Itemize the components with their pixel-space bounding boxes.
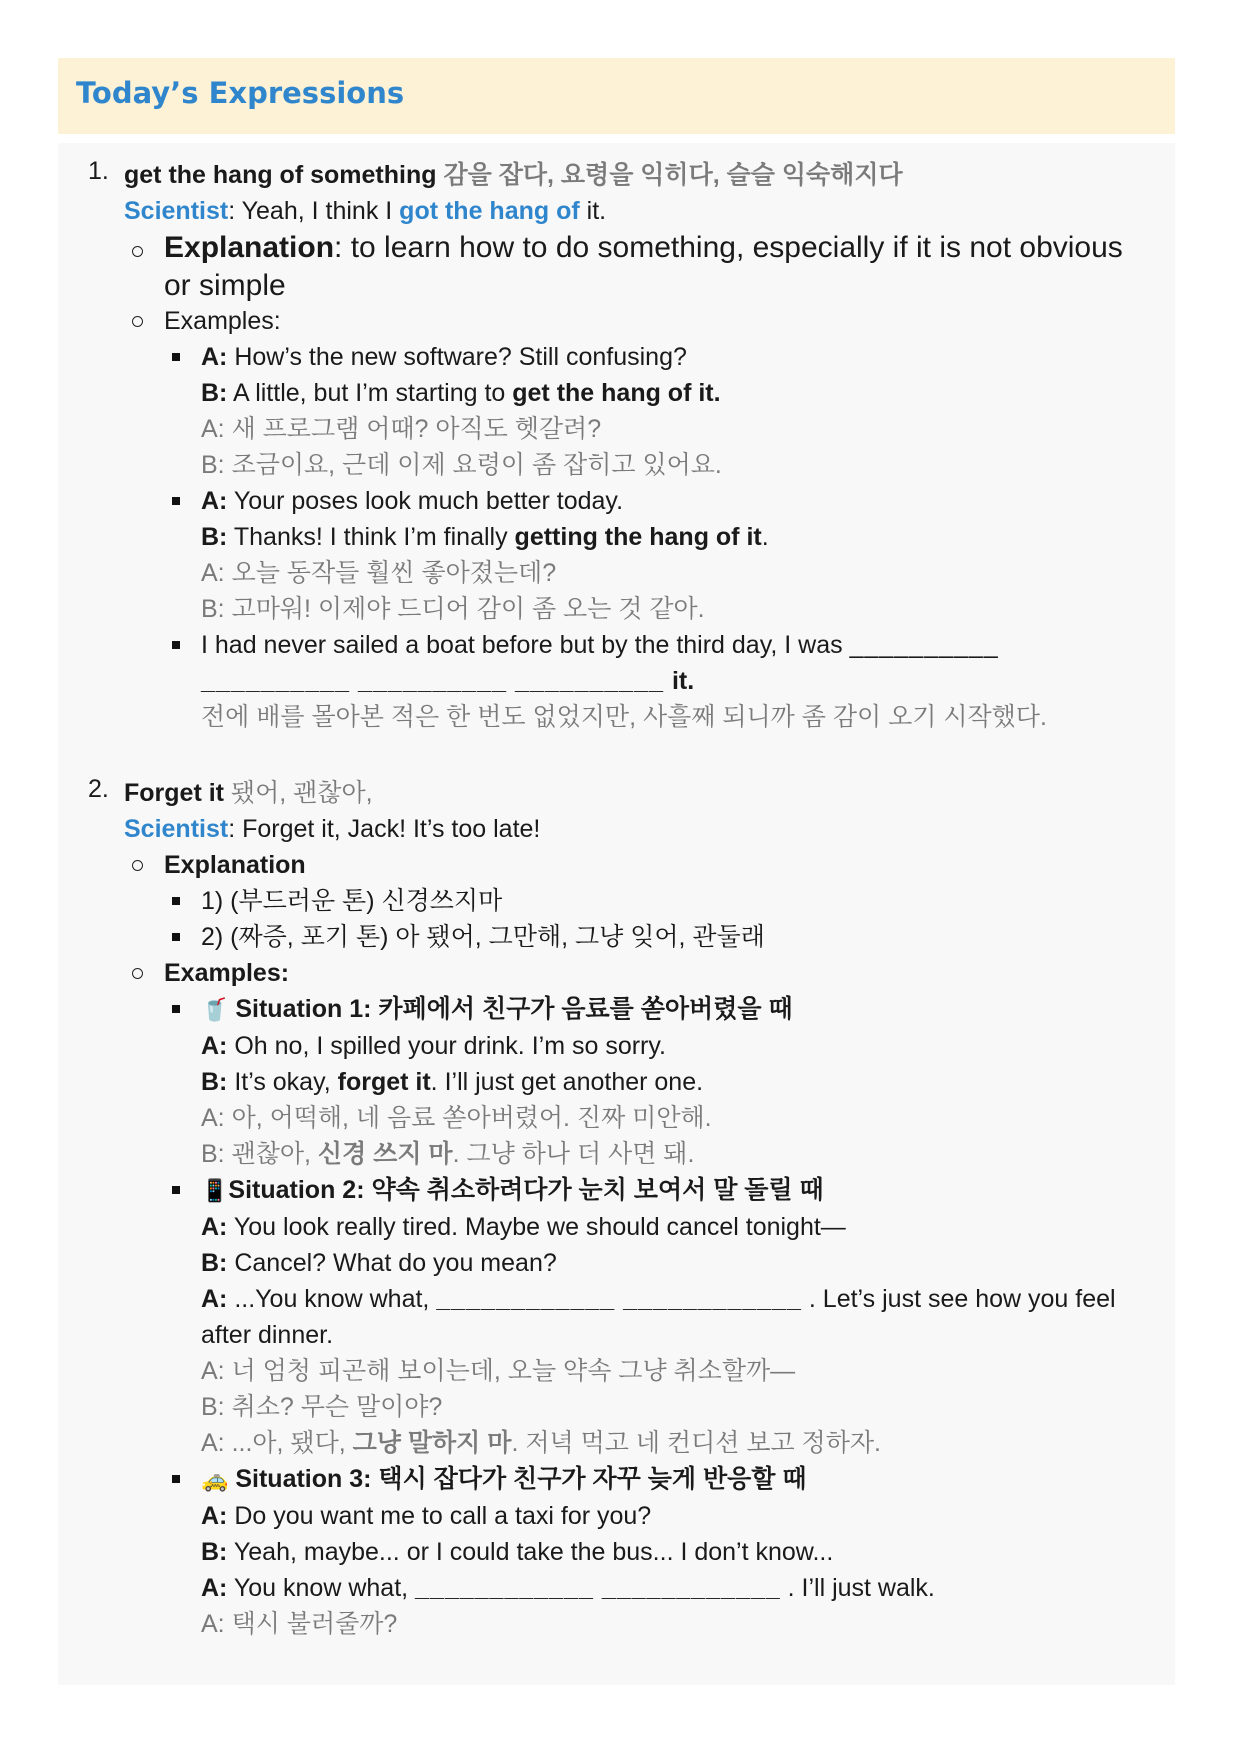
line-text-end: . I’ll just get another one. bbox=[430, 1068, 704, 1096]
example-3-fill-blank bbox=[164, 627, 1153, 735]
line-text-end: . bbox=[761, 523, 769, 551]
ko-emphasis: 신경 쓰지 마 bbox=[317, 1140, 453, 1168]
speaker-a: A: bbox=[201, 343, 228, 371]
korean-line-b: B: 취소? 무슨 말이야? bbox=[201, 1393, 443, 1421]
blank: __________ __________ __________ bbox=[201, 667, 672, 695]
quote-highlight: got the hang of bbox=[399, 197, 580, 225]
circle-bullet-icon bbox=[132, 860, 143, 871]
line-text: Your poses look much better today. bbox=[227, 487, 624, 515]
korean-line-a: A: 오늘 동작들 훨씬 좋아졌는데? bbox=[201, 559, 557, 587]
situation-3 bbox=[164, 1461, 1153, 1642]
circle-bullet-icon bbox=[132, 316, 143, 327]
speaker-b: B: bbox=[201, 1538, 228, 1566]
speaker-a: A: bbox=[201, 1574, 228, 1602]
speaker-b: B: bbox=[201, 1068, 228, 1096]
explanation-point bbox=[164, 883, 1153, 919]
dialogue-line-b bbox=[201, 519, 1153, 555]
situation-1 bbox=[164, 991, 1153, 1172]
speaker-a: A: bbox=[201, 1502, 228, 1530]
expression-item-2 bbox=[88, 775, 1153, 1642]
line-text: A little, but I’m starting to bbox=[227, 379, 513, 407]
line-emphasis: forget it bbox=[337, 1068, 431, 1096]
square-bullet-icon bbox=[172, 1186, 180, 1194]
line-text: ...You know what, bbox=[227, 1285, 437, 1313]
mobile-phone-icon: 📱 bbox=[201, 1178, 229, 1203]
dialogue-line-a bbox=[201, 483, 1153, 519]
explanation-label: Explanation bbox=[164, 851, 306, 879]
fill-blank-sentence bbox=[201, 627, 1153, 699]
dialogue-line-a2 bbox=[201, 1570, 1153, 1606]
expression-heading bbox=[124, 775, 1153, 811]
speaker-b: B: bbox=[201, 379, 228, 407]
explanation-label: Explanation bbox=[164, 231, 335, 264]
line-text: Do you want me to call a taxi for you? bbox=[227, 1502, 652, 1530]
item-number: 1. bbox=[88, 157, 109, 185]
drink-cup-icon: 🥤 bbox=[201, 997, 229, 1022]
korean-line-b: B: 조금이요, 근데 이제 요령이 좀 잡히고 있어요. bbox=[201, 451, 722, 479]
ko-text-end: . 저녁 먹고 네 컨디션 보고 정하자. bbox=[511, 1429, 881, 1457]
circle-bullet-icon bbox=[132, 246, 143, 257]
expression-phrase: Forget it bbox=[124, 779, 224, 807]
korean-translation: 전에 배를 몰아본 적은 한 번도 없었지만, 사흘째 되니까 좀 감이 오기 시작했다. bbox=[201, 703, 1047, 731]
title-text: Situation 2: 약속 취소하려다가 눈치 보여서 말 돌릴 때 bbox=[228, 1176, 824, 1204]
korean-line-a: A: 새 프로그램 어때? 아직도 헷갈려? bbox=[201, 415, 602, 443]
speaker-a: A: bbox=[201, 1213, 228, 1241]
examples-block bbox=[124, 955, 1153, 1642]
explanation-point bbox=[164, 919, 1153, 955]
speaker-a: A: bbox=[201, 1285, 228, 1313]
expression-korean: 됐어, 괜찮아, bbox=[224, 779, 373, 807]
situation-title bbox=[201, 1461, 1153, 1498]
quote-text: : Forget it, Jack! It’s too late! bbox=[228, 815, 541, 843]
korean-line-b bbox=[201, 1136, 1153, 1172]
speaker-label: Scientist bbox=[124, 815, 229, 843]
dialogue-line-b bbox=[201, 375, 1153, 411]
situation-title bbox=[201, 1172, 1153, 1209]
dialogue-line-a bbox=[201, 1498, 1153, 1534]
speaker-label: Scientist bbox=[124, 197, 229, 225]
blank: ____________ ____________ bbox=[415, 1574, 781, 1602]
ko-emphasis: 그냥 말하지 마 bbox=[352, 1429, 512, 1457]
circle-bullet-icon bbox=[132, 968, 143, 979]
taxi-icon: 🚕 bbox=[201, 1467, 229, 1492]
point-text: 2) (짜증, 포기 톤) 아 됐어, 그만해, 그냥 잊어, 관둘래 bbox=[201, 923, 765, 951]
line-text: Oh no, I spilled your drink. I’m so sorry. bbox=[227, 1032, 666, 1060]
korean-line-a: A: 택시 불러줄까? bbox=[201, 1610, 398, 1638]
line-text: You know what, bbox=[227, 1574, 416, 1602]
dialogue-line-a2 bbox=[201, 1281, 1153, 1353]
explanation-block bbox=[124, 847, 1153, 955]
korean-line-a: A: 너 엄청 피곤해 보이는데, 오늘 약속 그냥 취소할까— bbox=[201, 1357, 796, 1385]
square-bullet-icon bbox=[172, 897, 180, 905]
line-text: You look really tired. Maybe we should cancel tonight— bbox=[227, 1213, 846, 1241]
ko-text: A: ...아, 됐다, bbox=[201, 1429, 353, 1457]
situation-2 bbox=[164, 1172, 1153, 1461]
examples-label: Examples: bbox=[164, 307, 281, 335]
sentence-end: it. bbox=[671, 667, 695, 695]
line-text: Yeah, maybe... or I could take the bus... I don’t know... bbox=[227, 1538, 834, 1566]
dialogue-line-a bbox=[201, 1028, 1153, 1064]
speaker-b: B: bbox=[201, 1249, 228, 1277]
example-2 bbox=[164, 483, 1153, 627]
sentence-text: I had never sailed a boat before but by the third day, I was bbox=[201, 631, 850, 659]
korean-line-a2 bbox=[201, 1425, 1153, 1461]
square-bullet-icon bbox=[172, 1475, 180, 1483]
ko-text: B: 괜찮아, bbox=[201, 1140, 318, 1168]
examples-label: Examples: bbox=[164, 959, 290, 987]
explanation-body: : to learn how to do something, especially if it is not obvious or simple bbox=[164, 231, 1123, 302]
expression-item-1 bbox=[88, 157, 1153, 735]
expressions-body bbox=[58, 143, 1175, 1685]
dialogue-line-b bbox=[201, 1245, 1153, 1281]
square-bullet-icon bbox=[172, 353, 180, 361]
quote-text-end: it. bbox=[579, 197, 607, 225]
examples-block bbox=[124, 303, 1153, 735]
line-text-end: . I’ll just walk. bbox=[780, 1574, 935, 1602]
expression-phrase: get the hang of something bbox=[124, 161, 437, 189]
dialogue-line-a bbox=[201, 339, 1153, 375]
line-emphasis: getting the hang of it bbox=[514, 523, 762, 551]
line-text: Thanks! I think I’m finally bbox=[227, 523, 515, 551]
movie-quote bbox=[124, 811, 1153, 847]
dialogue-line-b bbox=[201, 1534, 1153, 1570]
page-title: Today’s Expressions bbox=[76, 76, 405, 110]
item-number: 2. bbox=[88, 775, 109, 803]
explanation-text bbox=[164, 229, 1153, 305]
line-text: How’s the new software? Still confusing? bbox=[227, 343, 687, 371]
expressions-header bbox=[58, 58, 1175, 134]
example-1 bbox=[164, 339, 1153, 483]
title-text: Situation 3: 택시 잡다가 친구가 자꾸 늦게 반응할 때 bbox=[235, 1465, 807, 1493]
line-text: Cancel? What do you mean? bbox=[227, 1249, 557, 1277]
square-bullet-icon bbox=[172, 641, 180, 649]
explanation-block bbox=[124, 229, 1153, 305]
speaker-a: A: bbox=[201, 1032, 228, 1060]
speaker-b: B: bbox=[201, 523, 228, 551]
square-bullet-icon bbox=[172, 497, 180, 505]
point-text: 1) (부드러운 톤) 신경쓰지마 bbox=[201, 887, 503, 915]
line-text-end: . Let’s just see how you feel after dinner. bbox=[201, 1285, 1116, 1349]
blank: __________ bbox=[849, 631, 999, 659]
blank: ____________ ____________ bbox=[436, 1285, 802, 1313]
square-bullet-icon bbox=[172, 933, 180, 941]
dialogue-line-b bbox=[201, 1064, 1153, 1100]
situation-title bbox=[201, 991, 1153, 1028]
expression-korean: 감을 잡다, 요령을 익히다, 슬슬 익숙해지다 bbox=[443, 161, 903, 189]
line-emphasis: get the hang of it. bbox=[512, 379, 721, 407]
movie-quote bbox=[124, 193, 1153, 229]
square-bullet-icon bbox=[172, 1005, 180, 1013]
ko-text-end: . 그냥 하나 더 사면 돼. bbox=[452, 1140, 695, 1168]
korean-line-b: B: 고마워! 이제야 드디어 감이 좀 오는 것 같아. bbox=[201, 595, 705, 623]
title-text: Situation 1: 카페에서 친구가 음료를 쏟아버렸을 때 bbox=[235, 995, 793, 1023]
speaker-a: A: bbox=[201, 487, 228, 515]
quote-text: : Yeah, I think I bbox=[228, 197, 400, 225]
dialogue-line-a bbox=[201, 1209, 1153, 1245]
expression-heading bbox=[124, 157, 1153, 193]
korean-line-a: A: 아, 어떡해, 네 음료 쏟아버렸어. 진짜 미안해. bbox=[201, 1104, 712, 1132]
line-text: It’s okay, bbox=[227, 1068, 338, 1096]
